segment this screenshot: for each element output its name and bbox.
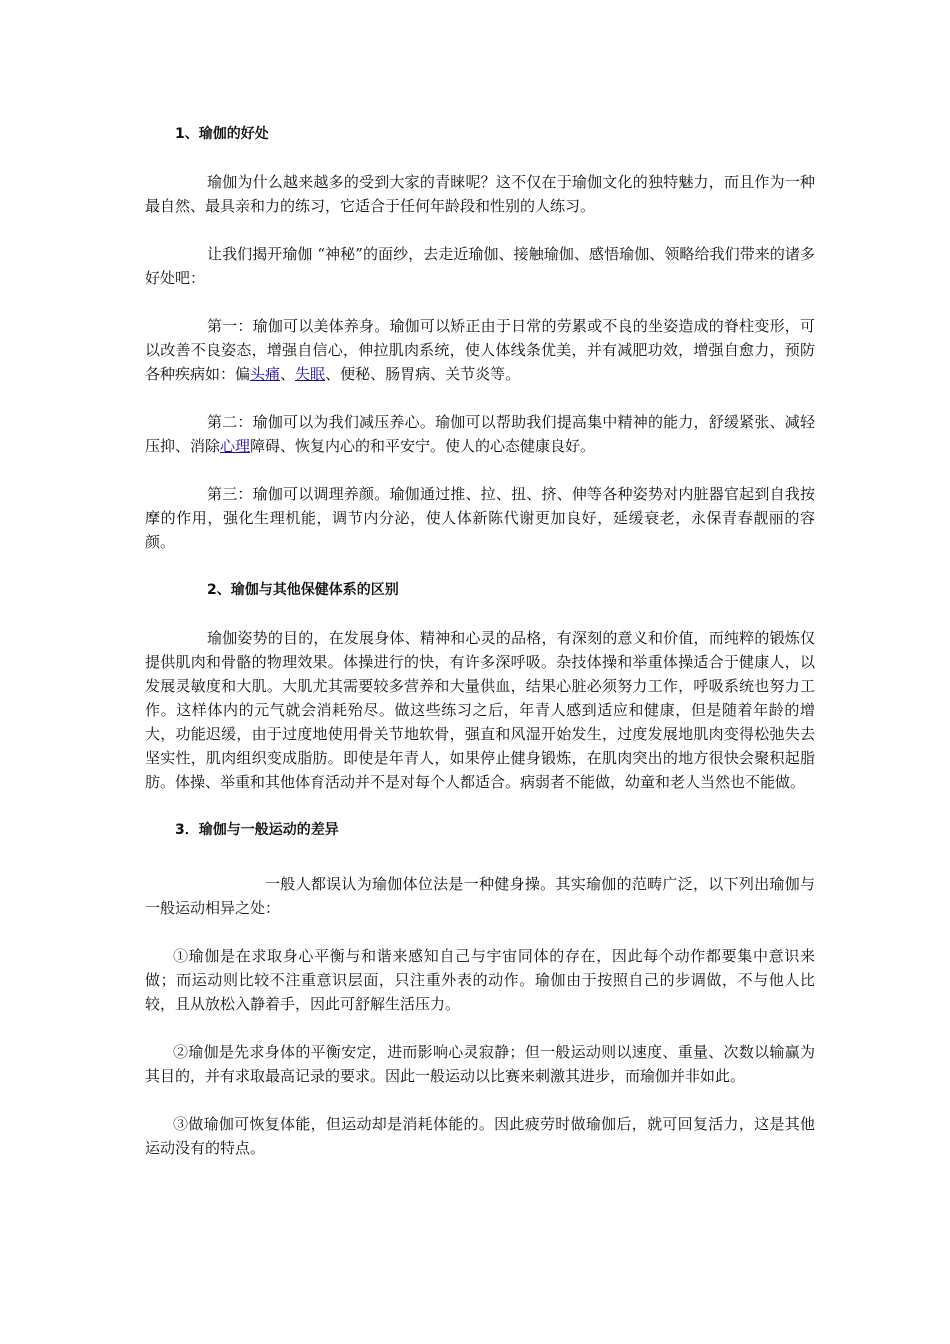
paragraph-first-benefit xyxy=(145,314,815,386)
paragraph: 一般人都误认为瑜伽体位法是一种健身操。其实瑜伽的范畴广泛，以下列出瑜伽与一般运动相异之处： xyxy=(145,875,815,917)
text: 、便秘、肠胃病、关节炎等。 xyxy=(325,365,521,383)
list-item: ③做瑜伽可恢复体能，但运动却是消耗体能的。因此疲劳时做瑜伽后，就可回复活力，这是其他运动没有的特点。 xyxy=(145,1115,815,1157)
section-heading-benefits: 1、瑜伽的好处 xyxy=(175,126,269,142)
section-heading-comparison: 3．瑜伽与一般运动的差异 xyxy=(175,822,339,838)
section-heading-difference: 2、瑜伽与其他保健体系的区别 xyxy=(207,582,399,598)
paragraph-second-benefit xyxy=(145,410,815,458)
list-item: ②瑜伽是先求身体的平衡安定，进而影响心灵寂静；但一般运动则以速度、重量、次数以输赢为其目的，并有求取最高记录的要求。因此一般运动以比赛来刺激其进步，而瑜伽并非如此。 xyxy=(145,1043,815,1085)
paragraph-third-benefit: 第三：瑜伽可以调理养颜。瑜伽通过推、拉、扭、挤、伸等各种姿势对内脏器官起到自我按摩的作用，强化生理机能，调节内分泌，使人体新陈代谢更加良好，延缓衰老，永保青春靓丽的容颜。 xyxy=(145,485,815,551)
text: 第一：瑜伽可以美体养身。瑜伽可以矫正由于日常的劳累或不良的坐姿造成的脊柱变形，可以改善不良姿态，增强自信心，伸拉肌肉系统，使人体线条优美，并有减肥功效，增强自愈力，预防各种疾病如：偏 xyxy=(145,317,815,383)
document-body xyxy=(145,122,815,1160)
text: 、 xyxy=(280,365,296,383)
text: 障碍、恢复内心的和平安宁。使人的心态健康良好。 xyxy=(250,437,596,455)
text: 第二：瑜伽可以为我们减压养心。瑜伽可以帮助我们提高集中精神的能力，舒缓紧张、减轻压抑、消除 xyxy=(145,413,815,455)
link-headache[interactable]: 头痛 xyxy=(250,365,281,383)
link-psychology[interactable]: 心理 xyxy=(220,437,251,455)
link-insomnia[interactable]: 失眠 xyxy=(295,365,326,383)
list-item: ①瑜伽是在求取身心平衡与和谐来感知自己与宇宙同体的存在，因此每个动作都要集中意识来做；而运动则比较不注重意识层面，只注重外表的动作。瑜伽由于按照自己的步调做，不与他人比较，且从放松入静着手，因此可舒解生活压力。 xyxy=(145,947,815,1013)
paragraph: 瑜伽姿势的目的，在发展身体、精神和心灵的品格，有深刻的意义和价值，而纯粹的锻炼仅提供肌肉和骨骼的物理效果。体操进行的快，有许多深呼吸。杂技体操和举重体操适合于健康人，以发展灵敏度和大肌。大肌尤其需要较多营养和大量供血，结果心脏必须努力工作，呼吸系统也努力工作。这样体内的元气就会消耗殆尽。做这些练习之后，年青人感到适应和健康，但是随着年龄的增大，功能迟缓，由于过度地使用骨关节地软骨，强直和风湿开始发生，过度发展地肌肉变得松弛失去坚实性，肌肉组织变成脂肪。即使是年青人，如果停止健身锻炼，在肌肉突出的地方很快会聚积起脂肪。体操、举重和其他体育活动并不是对每个人都适合。病弱者不能做，幼童和老人当然也不能做。 xyxy=(145,629,815,791)
paragraph: 瑜伽为什么越来越多的受到大家的青睐呢？这不仅在于瑜伽文化的独特魅力，而且作为一种最自然、最具亲和力的练习，它适合于任何年龄段和性别的人练习。 xyxy=(145,173,815,215)
paragraph: 让我们揭开瑜伽 “神秘”的面纱，去走近瑜伽、接触瑜伽、感悟瑜伽、领略给我们带来的诸多好处吧： xyxy=(145,245,815,287)
